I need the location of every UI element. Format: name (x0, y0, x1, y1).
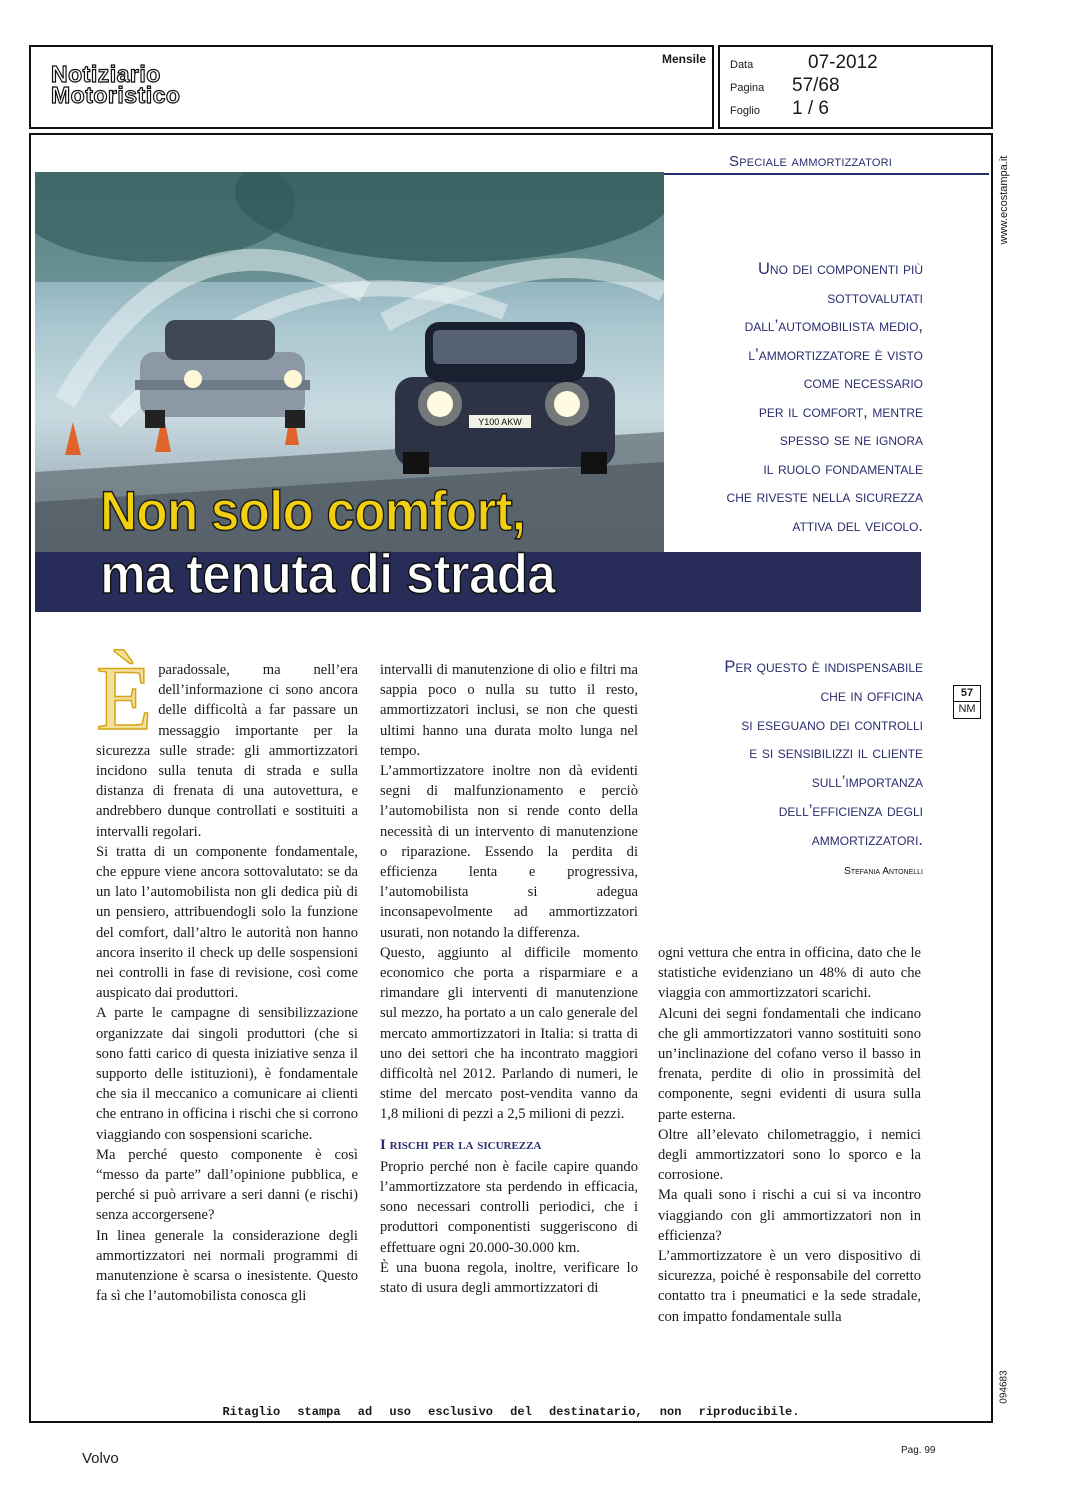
pull-quote-line: Per questo è indispensabile (724, 658, 923, 676)
pull-quote-line: si eseguano dei controlli (741, 715, 923, 734)
intro-blurb (665, 255, 923, 540)
masthead-box (29, 45, 714, 129)
rear-car (135, 320, 310, 428)
paragraph: Alcuni dei segni fondamentali che indicano che gli ammortizzatori vanno sostituiti sono un’inclinazione del cofano verso il basso in frenata, perdite di olio in prossimità del componente, segni evidenti di usura sulla parte esterna. (658, 1005, 921, 1123)
intro-line: che riveste nella sicurezza (726, 488, 923, 506)
side-url (994, 140, 1014, 260)
intro-line: il ruolo fondamentale (763, 459, 923, 478)
frequency-label: Mensile (661, 52, 706, 66)
pull-quote-line: e si sensibilizzi il cliente (749, 744, 923, 763)
page-value: 57/68 (792, 75, 840, 96)
pull-quote (655, 653, 923, 855)
paragraph: Questo, aggiunto al difficile momento economico che porta a risparmiare e a rimandare gli interventi di manutenzione sul mezzo, ha portato a un calo generale del mercato ammortizzatori in Italia: si tratta di uno dei settori che ha incontrato maggiori difficoltà nel 2012. Parlando di numeri, le stime del mercato post-vendita vanno da 1,8 milioni di pezzi a 2,5 milioni di pezzi. (380, 944, 638, 1123)
intro-line: attiva del veicolo. (792, 516, 923, 535)
pull-quote-line: sull’importanza (811, 773, 923, 792)
paragraph: L’ammortizzatore è un vero dispositivo di sicurezza, poiché è responsabile del corretto contatto tra i pneumatici e la sede stradale, con impatto fondamentale sulla (658, 1248, 921, 1325)
issue-meta-box (718, 45, 993, 129)
headline-line-1: Non solo comfort, (100, 479, 526, 542)
paragraph: In linea generale la considerazione degli ammortizzatori nei normali programmi di manutenzione è scarsa o inesistente. Questo fa sì che l’automobilista conosca gli (96, 1227, 358, 1305)
intro-line: dall’automobilista medio, (744, 317, 923, 335)
date-value: 07-2012 (808, 52, 878, 73)
sheet-label: Foglio (730, 105, 760, 117)
paragraph: Ma quali sono i rischi a cui si va incontro viaggiando con gli ammortizzatori non in efficienza? (658, 1187, 921, 1244)
paragraph: Proprio perché non è facile capire quando l’ammortizzatore sta perdendo in efficacia, sono necessari controlli periodici, che i produttori componentisti suggeriscono di effettuare ogni 20.000-30.000 km. (380, 1158, 638, 1256)
byline: Stefania Antonelli (844, 866, 923, 877)
drop-cap: È (96, 647, 153, 749)
date-row (730, 52, 878, 74)
paragraph: ogni vettura che entra in officina, dato che le statistiche evidenziano un 48% di auto che viaggia con ammortizzatori scarichi. (658, 945, 921, 1002)
clipping-notice: Ritaglio stampa ad uso esclusivo del destinatario, non riproducibile. (222, 1405, 800, 1419)
front-car (395, 322, 615, 474)
pull-quote-line: dell’efficienza degli (778, 801, 923, 820)
paragraph: Ma perché questo componente è così “messo da parte” dall’opinione pubblica, e perché si può arrivare a seri danni (e rischi) senza accorgersene? (96, 1146, 358, 1224)
page-badge (953, 685, 981, 719)
side-url-text: www.ecostampa.it (998, 155, 1010, 245)
pull-quote-line: ammortizzatori. (811, 830, 923, 849)
page-label: Pagina (730, 82, 765, 94)
sheet-row (730, 98, 829, 120)
side-code (994, 1360, 1014, 1415)
section-rule (655, 173, 989, 175)
intro-line: sottovalutati (827, 288, 923, 307)
masthead-line-1: Notiziario (51, 61, 161, 87)
paragraph: Oltre all’elevato chilometraggio, i nemici degli ammortizzatori sono lo sporco e la corrosione. (658, 1126, 921, 1184)
masthead-logo (51, 61, 236, 108)
masthead-line-2: Motoristico (51, 82, 181, 108)
intro-line: l’ammortizzatore è visto (748, 345, 923, 364)
intro-line: Uno dei componenti più (757, 260, 923, 278)
side-code-text: 094683 (998, 1370, 1010, 1404)
article-column-2 (380, 660, 638, 1298)
article-column-1 (96, 647, 358, 1330)
intro-line: spesso se ne ignora (779, 431, 923, 449)
page-badge-code: NM (958, 703, 976, 715)
page-badge-number: 57 (954, 686, 980, 702)
paragraph: È una buona regola, inoltre, verificare lo stato di usura degli ammortizzatori di (380, 1259, 638, 1297)
paragraph: Si tratta di un componente fondamentale, che eppure viene ancora sottovalutato: se da un lato l’automobilista non gli dedica più di un pensiero, attribuendogli solo la funzione del comfort, dall’altro le autorità non hanno ancora inserito il check up delle sospensioni nei controlli in fase di revisione, così come auspicato dai produttori. (96, 843, 358, 1002)
page-row (730, 75, 840, 97)
license-plate: Y100 AKW (478, 417, 522, 427)
intro-line: come necessario (803, 374, 923, 392)
date-label: Data (730, 59, 754, 71)
section-label: Speciale ammortizzatori (729, 153, 893, 170)
headline-line-2: ma tenuta di strada (100, 542, 555, 605)
subheading: I rischi per la sicurezza (380, 1136, 542, 1153)
paragraph: paradossale, ma nell’era dell’informazione ci sono ancora delle difficoltà a far passare un messaggio importante per la sicurezza sulle strade: gli ammortizzatori incidono sulla tenuta di strada e sulla distanza di frenata di una autovettura, e andrebbero dunque controllati e sostituiti a intervalli regolari. (96, 662, 358, 840)
brand-label: Volvo (82, 1450, 119, 1467)
page-number: Pag. 99 (901, 1445, 936, 1456)
article-column-3 (658, 943, 921, 1327)
paragraph: A parte le campagne di sensibilizzazione organizzate dai singoli produttori (che si sono fatti carico di questa iniziative senza il supporto delle istituzioni), è fondamentale che sia il meccanico a comunicare ai clienti che entrano in officina i rischi che si corrono viaggiando con sospensioni scariche. (96, 1005, 358, 1143)
paragraph: intervalli di manutenzione di olio e filtri ma sappia poco o nulla su tutto il resto, ammortizzatori inclusi, se non che questi ultimi hanno una durata molto lunga nel tempo. (380, 662, 638, 759)
sheet-value: 1 / 6 (792, 98, 829, 119)
intro-line: per il comfort, mentre (758, 402, 923, 421)
paragraph: L’ammortizzatore inoltre non dà evidenti segni di malfunzionamento e perciò l’automobilista non si rende conto della necessità di un intervento di manutenzione o riparazione. Essendo la perdita di efficienza lenta e progressiva, l’automobilista si adegua inconsapevolmente ad ammortizzatori usurati, non notando la differenza. (380, 763, 638, 941)
pull-quote-line: che in officina (820, 686, 923, 705)
